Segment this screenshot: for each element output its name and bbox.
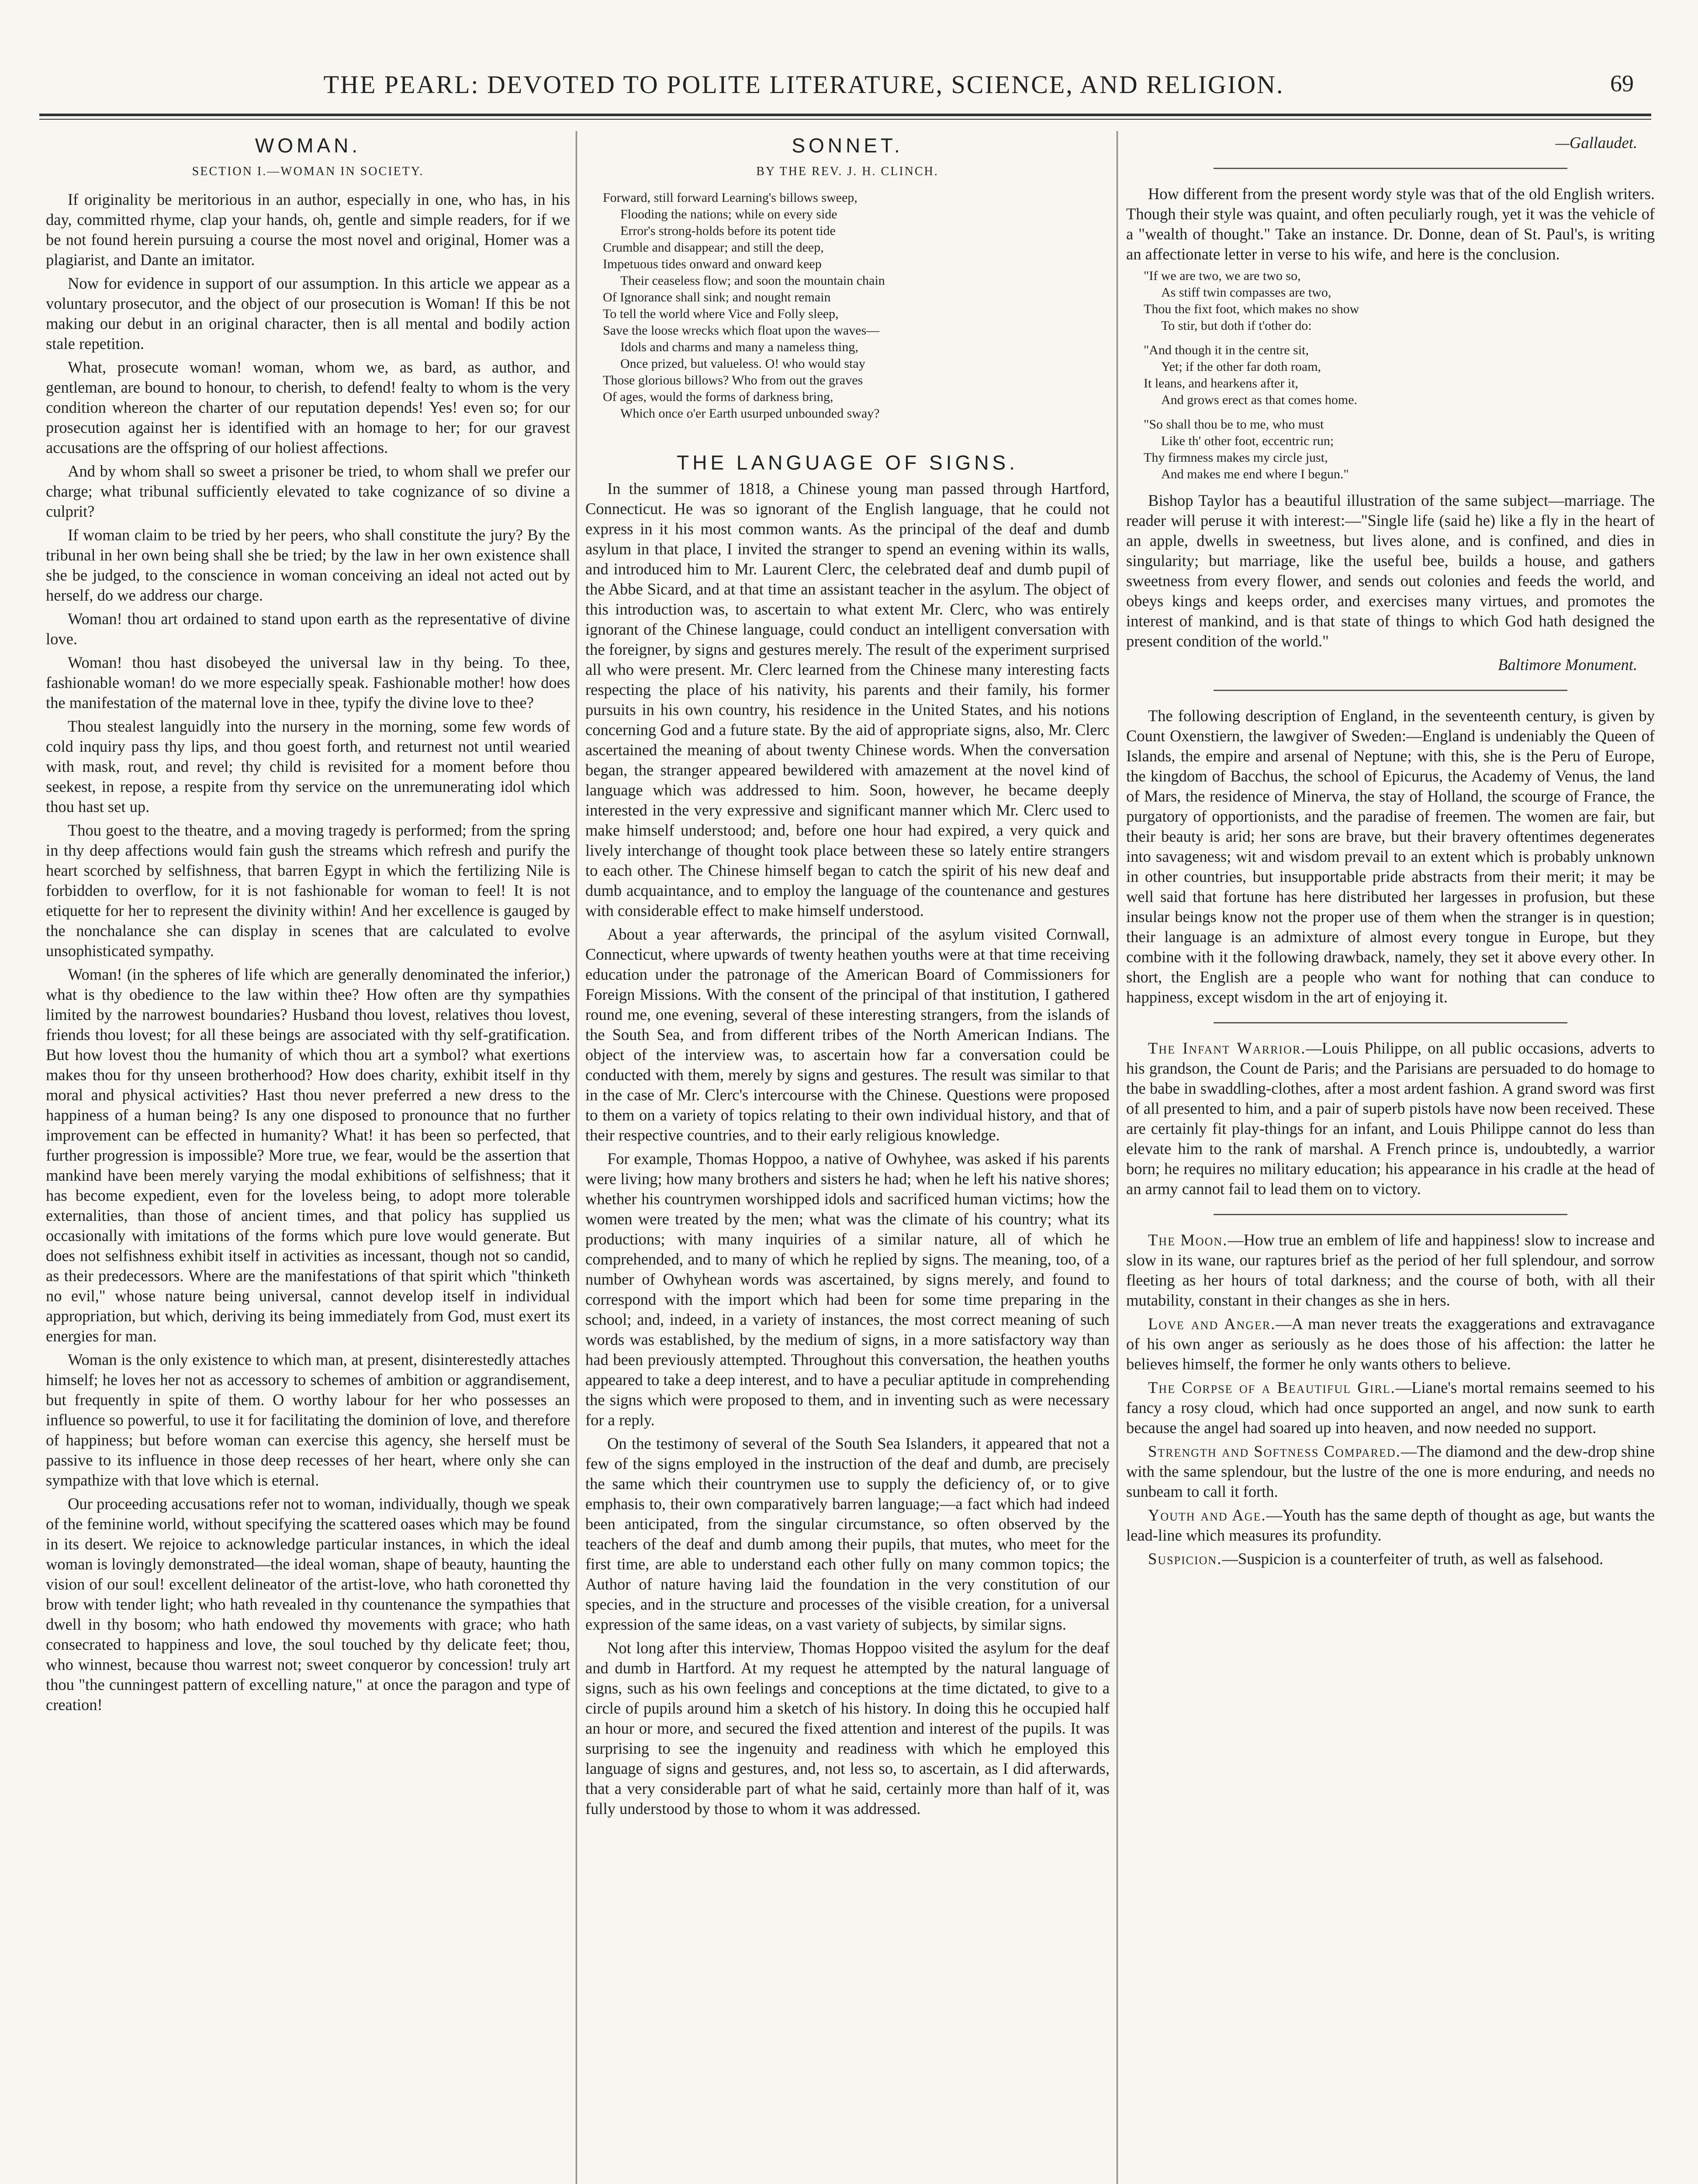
column-left	[46, 131, 570, 2184]
item-text: —Suspicion is a counterfeiter of truth, as well as falsehood.	[1222, 1550, 1604, 1568]
item-heading: Strength and Softness Compared.	[1148, 1442, 1401, 1460]
poem-line: "If we are two, we are two so,	[1144, 269, 1301, 283]
paragraph: Now for evidence in support of our assumption. In this article we appear as a voluntary prosecutor, and the object of our prosecution is Woman! If this be not making our debut in an original character, then is all mental and bodily action stale repetition.	[46, 274, 570, 352]
donne-stanza	[1144, 416, 1655, 483]
poem-line: It leans, and hearkens after it,	[1144, 376, 1299, 390]
miscellany-item	[1126, 1549, 1655, 1569]
article-title-woman: WOMAN.	[255, 134, 361, 157]
paragraph: And by whom shall so sweet a prisoner be tried, to whom shall we prefer our charge; what tribunal sufficiently elevated to take cognizance of so divine a culprit?	[46, 462, 570, 520]
paragraph: Woman! (in the spheres of life which are generally denominated the inferior,) what is thy obedience to the law within thee? How often are thy sympathies limited by the narrowest boundaries? Husband thou lovest, relatives thou lovest, friends thou lovest; for all these beings are associated with thy self-gratification. But how lovest thou the humanity of which thou art a symbol? what exertions makes thou for thy unseen brotherhood? How does charity, exhibit itself in thy moral and physical activities? Hast thou never preferred a new dress to the happiness of a human being? Is any one disposed to pronounce that no further improvement can be effected in humanity? What! it has been so perfected, that further progression is impossible? More true, we fear, would be the assertion that mankind have been merely varying the modal exhibitions of selfishness; that it has become expedient, even for the loveless being, to adopt more tolerable externalities, than those of ancient times, and that policy has supplied us occasionally with imitations of the forms which pure love would generate. But does not selfishness exhibit itself in activities as incessant, though not so candid, as their predecessors. Where are the manifestations of that spirit which "thinketh no evil," whose nature being universal, cannot develop itself in individual appropriation, but which, deriving its being immediately from God, must exert its energies for man.	[46, 965, 570, 1345]
article-title-signs: THE LANGUAGE OF SIGNS.	[677, 451, 1018, 474]
item-heading: Youth and Age.	[1148, 1506, 1266, 1524]
section-rule	[1214, 1022, 1567, 1023]
item-heading: The Corpse of a Beautiful Girl.	[1148, 1379, 1396, 1396]
donne-stanza	[1144, 342, 1655, 408]
article-title-sonnet: SONNET.	[792, 134, 903, 157]
item-text: —A man never treats the exaggerations and extravagance of his own anger as seriously as he does those of his affection: the latter he believes himself, the former he only wants others to believe.	[1126, 1315, 1655, 1373]
paragraph: How different from the present wordy style was that of the old English writers. Though their style was quaint, and often peculiarly rough, yet it was the vehicle of a "wealth of thought." Take an instance. Dr. Donne, dean of St. Paul's, is writing an affectionate letter in verse to his wife, and here is the conclusion.	[1126, 185, 1655, 263]
miscellany-item	[1126, 1505, 1655, 1545]
donne-stanza	[1144, 268, 1655, 334]
poem-line: "So shall thou be to me, who must	[1144, 417, 1324, 432]
paragraph: In the summer of 1818, a Chinese young man passed through Hartford, Connecticut. He was so ignorant of the English language, that he could not express in it his most common wants. As the principal of the deaf and dumb asylum in that place, I invited the stranger to spend an evening within its walls, and introduced him to Mr. Laurent Clerc, the celebrated deaf and dumb pupil of the Abbe Sicard, and at that time an assistant teacher in the asylum. The object of this introduction was, to ascertain to what extent Mr. Clerc, who was entirely ignorant of the Chinese language, could conduct an intelligent conversation with the foreigner, by signs and gestures merely. The result of the experiment surprised all who were present. Mr. Clerc learned from the Chinese many interesting facts respecting the place of his nativity, his parents and their family, his former pursuits in his own country, his residence in the United States, and his notions concerning God and a future state. By the aid of appropriate signs, also, Mr. Clerc ascertained the meaning of about twenty Chinese words. When the conversation began, the stranger appeared bewildered with amazement at the novel kind of language which was addressed to him. Soon, however, he became deeply interested in the very expressive and significant manner which Mr. Clerc used to make himself understood; and, before one hour had expired, a very quick and lively interchange of thought took place between these so lately entire strangers to each other. The Chinese himself began to catch the spirit of his new deaf and dumb acquaintance, and to employ the language of the countenance and gestures with considerable effect to make himself understood.	[585, 480, 1110, 919]
miscellany-item	[1126, 1038, 1655, 1199]
paragraph: For example, Thomas Hoppoo, a native of Owhyhee, was asked if his parents were living; how many brothers and sisters he had; when he left his native shores; whether his countrymen worshipped idols and sacrificed human victims; how the women were treated by the men; what was the climate of his country; what its productions; with many inquiries of a similar nature, all of which he comprehended, and to many of which he replied by signs. The meaning, too, of a number of Owhyhean words was ascertained, by signs merely, and found to correspond with the import which had been for some time preparing in the school; and, indeed, in a variety of instances, the most correct meaning of such words was established, by the medium of signs, in a more satisfactory way than had been previously attempted. Throughout this conversation, the heathen youths appeared to take a deep interest, and to have a peculiar aptitude in comprehending the signs which were proposed to them, and in inventing such as were necessary for a reply.	[585, 1150, 1110, 1429]
poem-line: "And though it in the centre sit,	[1144, 343, 1309, 357]
poem-line: Of Ignorance shall sink; and nought remain	[603, 290, 831, 304]
paragraph: Woman! thou hast disobeyed the universal law in thy being. To thee, fashionable woman! do we more especially speak. Fashionable mother! how does the manifestation of the maternal love in thee, typify the divine love to thee?	[46, 653, 570, 712]
signature: Baltimore Monument.	[1498, 656, 1637, 674]
item-text: —Louis Philippe, on all public occasions, adverts to his grandson, the Count de Paris; and the Parisians are persuaded to do homage to the babe in swaddling-clothes, after a most ardent fashion. A grand sword was first of all presented to him, and a pair of superb pistols have now been received. These are certainly fit play-things for an infant, and Louis Philippe cannot do less than elevate him to the rank of marshal. A French prince is, undoubtedly, a warrior born; he requires no military education; his appearance in his cradle at the head of an army cannot fail to lead them on to victory.	[1126, 1039, 1655, 1198]
poem-line: Like th' other foot, eccentric run;	[1161, 434, 1334, 448]
paragraph-continued: Not long after this interview, Thomas Hoppoo visited the asylum for the deaf and dumb in Hartford. At my request he attempted by the natural language of signs, such as his own feelings and conceptions at the time dictated, to give to a circle of pupils around him a sketch of his history. In doing this he occupied half an hour or more, and secured the fixed attention and interest of the pupils. It was surprising to see the ingenuity and readiness with which he employed this language of signs and gestures, and, not less so, to ascertain, as I did afterwards, that a very considerable part of what he said, certainly more than half of it, was fully understood by those to whom it was addressed.	[585, 1639, 1110, 1818]
poem-line: Crumble and disappear; and still the deep,	[603, 240, 824, 255]
poem-line: As stiff twin compasses are two,	[1161, 285, 1331, 300]
poem-line: Forward, still forward Learning's billows sweep,	[603, 190, 858, 205]
section-rule	[1214, 690, 1567, 691]
sonnet-poem	[603, 190, 1110, 422]
item-heading: Love and Anger.	[1148, 1315, 1276, 1333]
header-rule	[39, 114, 1651, 120]
poem-line: To stir, but doth if t'other do:	[1161, 318, 1312, 333]
item-text: —How true an emblem of life and happiness! slow to increase and slow in its wane, our raptures brief as the period of her full splendour, and sorrow fleeting as her hours of total darkness; and the course of both, with all their mutability, constant in their changes as she in hers.	[1126, 1231, 1655, 1309]
poem-line: Yet; if the other far doth roam,	[1161, 359, 1321, 374]
paragraph: The following description of England, in the seventeenth century, is given by Count Oxenstiern, the lawgiver of Sweden:—England is undeniably the Queen of Islands, the empire and arsenal of Neptune; with this, she is the Peru of Europe, the kingdom of Bacchus, the school of Epicurus, the Academy of Venus, the land of Mars, the residence of Minerva, the stay of Holland, the scourge of France, the purgatory of opportionists, and the paradise of freemen. The women are fair, but their beauty is arid; her sons are brave, but their bravery oftentimes degenerates into savageness; wit and wisdom prevail to an extent which is probably unknown in other countries, but insupportable pride abstracts from their merit; it may be well said that fortune has here distributed her largesses in profusion, but these insular beings know not the proper use of them when the stranger is in question; their language is an admixture of almost every tongue in Europe, but they combine with it the following drawback, namely, they set it above every other. In short, the English are a people who want for nothing that can conduce to happiness, except wisdom in the art of enjoying it.	[1126, 707, 1655, 1006]
paragraph: Thou stealest languidly into the nursery in the morning, some few words of cold inquiry pass thy lips, and thou goest forth, and returnest not until wearied with mask, rout, and revel; thy child is revisited for a moment before thou seekest, in repose, a respite from thy service on the unremunerating idol which thou hast set up.	[46, 717, 570, 816]
paragraph: If woman claim to be tried by her peers, who shall constitute the jury? By the tribunal in her own being shall she be tried; by the law in her own existence shall she be judged, to the conscience in woman conceiving an ideal not acted out by herself, do we address our charge.	[46, 526, 570, 604]
poem-line: Impetuous tides onward and onward keep	[603, 257, 822, 271]
miscellany-item	[1126, 1378, 1655, 1438]
paragraph: What, prosecute woman! woman, whom we, as bard, as author, and gentleman, are bound to honour, to cherish, to defend! fealty to whom is the very condition whereon the charter of our reputation depends! Yes! even so; for our prosecution against her is identified with an homage to her; for our gravest accusations are the offspring of our holiest affections.	[46, 358, 570, 456]
poem-line: To tell the world where Vice and Folly sleep,	[603, 307, 839, 321]
paragraph: Woman is the only existence to which man, at present, disinterestedly attaches himself; he loves her not as accessory to schemes of ambition or aggrandisement, but frequently in spite of them. O worthy labour for her who possesses an influence so powerful, to use it for facilitating the dominion of love, and therefore of happiness; but before woman can exercise this agency, she herself must be passive to its influence in those deep recesses of her heart, where only she can sympathize with that love which is eternal.	[46, 1351, 570, 1489]
section-heading: SECTION I.—WOMAN IN SOCIETY.	[192, 165, 424, 178]
section-rule	[1214, 168, 1567, 169]
poem-line: Save the loose wrecks which float upon the waves—	[603, 323, 880, 338]
item-text: —The diamond and the dew-drop shine with the same splendour, but the lustre of the one is more enduring, and needs no sunbeam to call it forth.	[1126, 1442, 1655, 1500]
paragraph: Bishop Taylor has a beautiful illustration of the same subject—marriage. The reader will peruse it with interest:—"Single life (said he) like a fly in the heart of an apple, dwells in sweetness, but lives alone, and is confined, and dies in singularity; but marriage, like the useful bee, builds a house, and gathers sweetness from every flower, and sends out colonies and feeds the world, and obeys kings and keeps order, and exercises many virtues, and promotes the interest of mankind, and is that state of things to which God hath designed the present condition of the world."	[1126, 491, 1655, 650]
column-divider	[576, 131, 577, 2184]
paragraph: Our proceeding accusations refer not to woman, individually, though we speak of the feminine world, without specifying the scattered oases which may be found in its desert. We rejoice to acknowledge particular instances, in which the ideal woman is lovingly demonstrated—the ideal woman, shape of beauty, haunting the vision of our soul! excellent delineator of the artist-love, who hath coronetted thy brow with tender light; who hath revealed in thy countenance the sympathies that dwell in thy bosom; who hath endowed thy movements with grace; who hath consecrated to happiness and love, the soul touched by thy delicate feet; thou, who winnest, because thou warrest not; sweet conqueror by concession! truly art thou "the cunningest pattern of excelling nature," at once the paragon and type of creation!	[46, 1495, 570, 1714]
paragraph: If originality be meritorious in an author, especially in one, who has, in his day, committed rhyme, clap your hands, oh, gentle and simple readers, for if we be not found herein pursuing a course the most novel and original, Homer was a plagiarist, and Dante an imitator.	[46, 190, 570, 269]
poem-line: Flooding the nations; while on every side	[620, 207, 837, 221]
item-text: —Youth has the same depth of thought as age, but wants the lead-line which measures its profundity.	[1126, 1506, 1655, 1544]
page-number: 69	[1610, 70, 1634, 97]
poem-line: Error's strong-holds before its potent tide	[620, 224, 836, 238]
paragraph: Woman! thou art ordained to stand upon earth as the representative of divine love.	[46, 610, 570, 648]
paragraph: About a year afterwards, the principal of the asylum visited Cornwall, Connecticut, where upwards of twenty heathen youths were at that time receiving education under the patronage of the American Board of Commissioners for Foreign Missions. With the consent of the principal of that institution, I gathered round me, one evening, several of these interesting strangers, from the islands of the South Sea, and from different tribes of the North American Indians. The object of the interview was, to ascertain how far a conversation could be conducted with them, merely by signs and gestures. The result was similar to that in the case of Mr. Clerc's intercourse with the Chinese. Questions were proposed to them on a variety of topics relating to their own individual history, and that of their respective countries, and to their early religious knowledge.	[585, 925, 1110, 1144]
column-middle	[585, 131, 1110, 2184]
item-text: —Liane's mortal remains seemed to his fancy a rosy cloud, which had once supported an angel, and now sunk to earth because the angel had soared up into heaven, and now needed no support.	[1126, 1379, 1655, 1437]
item-heading: The Infant Warrior.	[1148, 1039, 1306, 1057]
poem-line: And grows erect as that comes home.	[1161, 393, 1358, 407]
poem-line: Which once o'er Earth usurped unbounded sway?	[620, 406, 880, 421]
poem-line: Their ceaseless flow; and soon the mountain chain	[620, 273, 885, 288]
miscellany-item	[1126, 1441, 1655, 1502]
running-title: THE PEARL: DEVOTED TO POLITE LITERATURE, SCIENCE, AND RELIGION.	[323, 70, 1284, 99]
poem-line: Those glorious billows? Who from out the graves	[603, 373, 863, 387]
poem-line: Idols and charms and many a nameless thing,	[620, 340, 858, 354]
poem-line: Thou the fixt foot, which makes no show	[1144, 302, 1359, 316]
poem-line: And makes me end where I begun."	[1161, 467, 1349, 481]
poem-line: Once prized, but valueless. O! who would stay	[620, 356, 865, 371]
column-divider	[1117, 131, 1118, 2184]
column-right	[1126, 131, 1655, 2184]
signature: —Gallaudet.	[1555, 134, 1637, 152]
item-heading: The Moon.	[1148, 1231, 1228, 1249]
poem-line: Of ages, would the forms of darkness bring,	[603, 390, 833, 404]
item-heading: Suspicion.	[1148, 1550, 1222, 1568]
paragraph: Thou goest to the theatre, and a moving tragedy is performed; from the spring in thy deep affections would fain gush the streams which refresh and purify the heart scorched by selfishness, that barren Egypt in which the fertilizing Nile is forbidden to overflow, for it is not fashionable for woman to feel! It is not etiquette for her to represent the divinity within! And her excellence is gauged by the nonchalance she can display in scenes that are calculated to evolve unsophisticated sympathy.	[46, 821, 570, 960]
miscellany-item	[1126, 1230, 1655, 1310]
poem-line: Thy firmness makes my circle just,	[1144, 450, 1328, 465]
paragraph: On the testimony of several of the South Sea Islanders, it appeared that not a few of the signs employed in the instruction of the deaf and dumb, are precisely the same which their countrymen use to supply the deficiency of, or to give emphasis to, their own comparatively barren language;—a fact which had indeed been anticipated, from the singular circumstance, so often observed by the teachers of the deaf and dumb among their pupils, that mutes, who meet for the first time, are able to understand each other fully on many common topics; the Author of nature having laid the foundation in the very constitution of our species, and in the structure and processes of the visible creation, for a universal expression of the same ideas, on a vast variety of subjects, by similar signs.	[585, 1434, 1110, 1633]
section-rule	[1214, 1214, 1567, 1215]
byline: BY THE REV. J. H. CLINCH.	[756, 165, 939, 178]
page-header	[57, 70, 1647, 118]
miscellany-item	[1126, 1314, 1655, 1374]
